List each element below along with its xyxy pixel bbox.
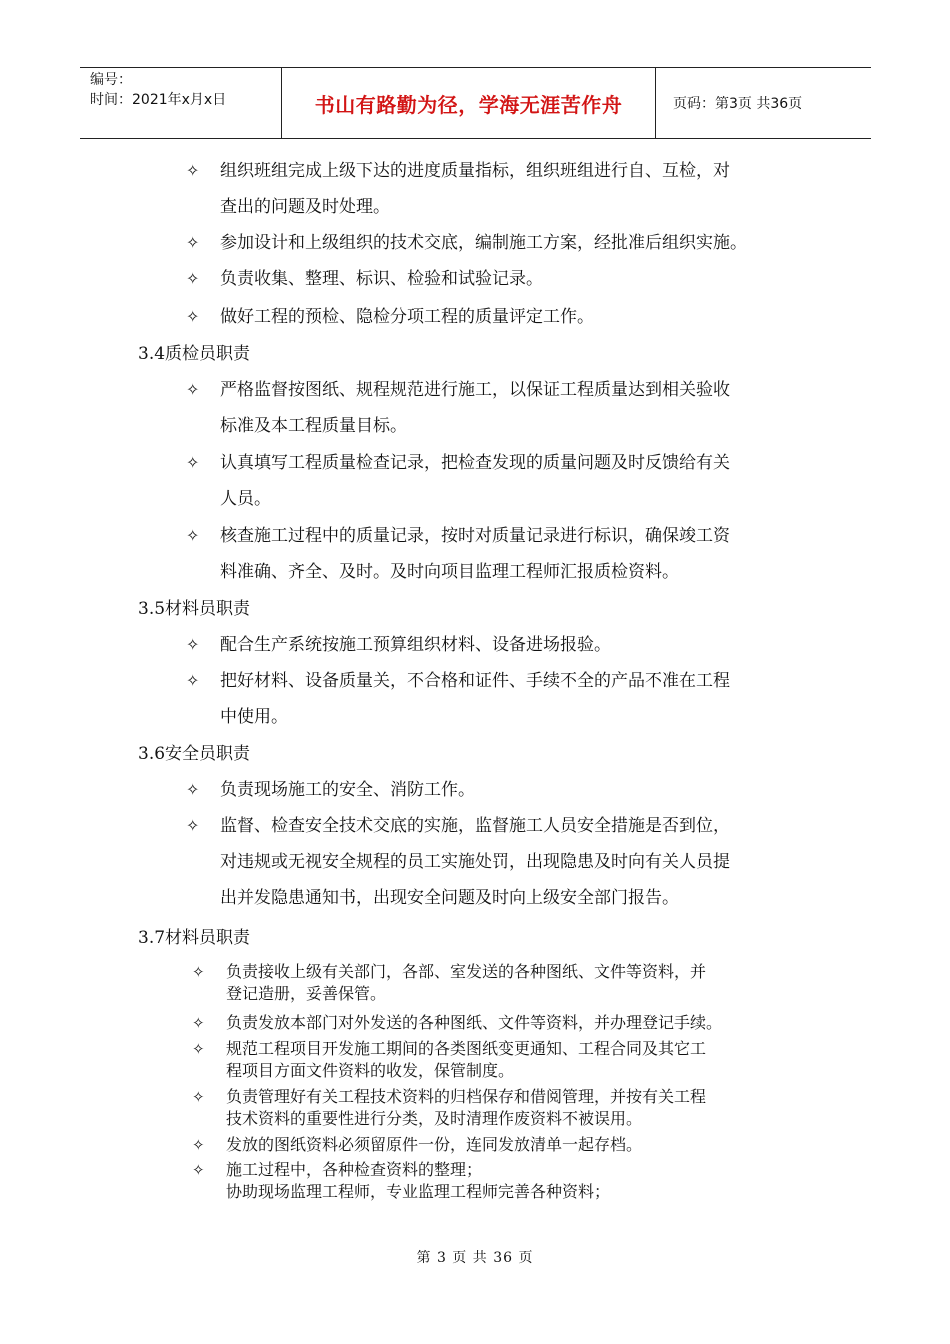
diamond-bullet-icon: ✧ — [192, 1014, 205, 1032]
diamond-bullet-icon: ✧ — [186, 269, 200, 288]
item-text: 监督、检查安全技术交底的实施，监督施工人员安全措施是否到位， — [220, 816, 730, 836]
diamond-bullet-icon: ✧ — [186, 453, 200, 472]
list-item — [192, 1159, 812, 1203]
diamond-bullet-icon: ✧ — [186, 780, 200, 799]
list-item — [186, 445, 806, 517]
item-text: 规范工程项目开发施工期间的各类图纸变更通知、工程合同及其它工 — [226, 1039, 707, 1058]
list-item — [186, 518, 806, 590]
item-text-cont: 中使用。 — [220, 707, 288, 727]
section-heading: 3.5材料员职责 — [138, 599, 251, 619]
list-item — [192, 1134, 812, 1156]
header-page-info — [665, 68, 871, 138]
list-item — [186, 663, 806, 735]
diamond-bullet-icon: ✧ — [186, 671, 200, 690]
diamond-bullet-icon: ✧ — [192, 963, 205, 981]
item-text-cont: 出并发隐患通知书，出现安全问题及时向上级安全部门报告。 — [220, 888, 679, 908]
item-text: 配合生产系统按施工预算组织材料、设备进场报验。 — [220, 635, 611, 655]
diamond-bullet-icon: ✧ — [186, 526, 200, 545]
item-text-cont: 查出的问题及时处理。 — [220, 197, 390, 217]
diamond-bullet-icon: ✧ — [186, 307, 200, 326]
item-text: 负责现场施工的安全、消防工作。 — [220, 780, 475, 800]
item-text: 负责接收上级有关部门，各部、室发送的各种图纸、文件等资料，并 — [226, 962, 707, 981]
diamond-bullet-icon: ✧ — [192, 1161, 205, 1179]
item-text-cont: 标准及本工程质量目标。 — [220, 416, 407, 436]
page-footer: 第 3 页 共 36 页 — [416, 1250, 534, 1266]
list-item — [186, 627, 806, 663]
list-item — [186, 153, 806, 225]
item-text: 负责管理好有关工程技术资料的归档保存和借阅管理，并按有关工程 — [226, 1087, 707, 1106]
item-text-cont: 料准确、齐全、及时。及时向项目监理工程师汇报质检资料。 — [220, 562, 679, 582]
section-heading: 3.4质检员职责 — [138, 344, 251, 364]
item-text: 把好材料、设备质量关，不合格和证件、手续不全的产品不准在工程 — [220, 671, 730, 691]
number-label: 编号： — [90, 72, 132, 88]
item-text-cont: 技术资料的重要性进行分类，及时清理作废资料不被误用。 — [226, 1109, 643, 1128]
diamond-bullet-icon: ✧ — [192, 1040, 205, 1058]
item-text: 负责发放本部门对外发送的各种图纸、文件等资料，并办理登记手续。 — [226, 1013, 723, 1032]
diamond-bullet-icon: ✧ — [192, 1088, 205, 1106]
item-text-cont: 协助现场监理工程师，专业监理工程师完善各种资料； — [226, 1182, 611, 1201]
item-text-cont: 人员。 — [220, 489, 271, 509]
item-text-cont: 程项目方面文件资料的收发，保管制度。 — [226, 1061, 515, 1080]
list-item — [192, 1038, 812, 1082]
list-item — [186, 772, 806, 808]
item-text: 严格监督按图纸、规程规范进行施工，以保证工程质量达到相关验收 — [220, 380, 730, 400]
diamond-bullet-icon: ✧ — [186, 380, 200, 399]
diamond-bullet-icon: ✧ — [186, 816, 200, 835]
diamond-bullet-icon: ✧ — [186, 161, 200, 180]
list-item — [192, 1086, 812, 1130]
time-label: 时间：2021年x月x日 — [90, 92, 227, 108]
list-item — [192, 1012, 812, 1034]
diamond-bullet-icon: ✧ — [186, 233, 200, 252]
section-heading: 3.7材料员职责 — [138, 928, 251, 948]
item-text: 做好工程的预检、隐检分项工程的质量评定工作。 — [220, 307, 594, 327]
list-item — [186, 808, 806, 916]
list-item — [192, 961, 812, 1005]
item-text: 组织班组完成上级下达的进度质量指标，组织班组进行自、互检，对 — [220, 161, 730, 181]
item-text: 认真填写工程质量检查记录，把检查发现的质量问题及时反馈给有关 — [220, 453, 730, 473]
diamond-bullet-icon: ✧ — [192, 1136, 205, 1154]
header-motto: 书山有路勤为径，学海无涯苦作舟 — [282, 68, 656, 138]
item-text: 参加设计和上级组织的技术交底，编制施工方案，经批准后组织实施。 — [220, 233, 747, 253]
item-text-cont: 对违规或无视安全规程的员工实施处罚，出现隐患及时向有关人员提 — [220, 852, 730, 872]
item-text: 负责收集、整理、标识、检验和试验记录。 — [220, 269, 543, 289]
item-text: 核查施工过程中的质量记录，按时对质量记录进行标识，确保竣工资 — [220, 526, 730, 546]
page-header — [80, 67, 871, 139]
list-item — [186, 261, 806, 297]
list-item — [186, 299, 806, 335]
header-meta — [80, 68, 282, 138]
item-text: 发放的图纸资料必须留原件一份，连同发放清单一起存档。 — [226, 1135, 643, 1154]
page-info-text: 页码：第3页 共36页 — [673, 96, 803, 112]
section-heading: 3.6安全员职责 — [138, 744, 251, 764]
list-item — [186, 372, 806, 444]
list-item — [186, 225, 806, 261]
diamond-bullet-icon: ✧ — [186, 635, 200, 654]
item-text-cont: 登记造册，妥善保管。 — [226, 984, 387, 1003]
item-text: 施工过程中，各种检查资料的整理； — [226, 1160, 483, 1179]
